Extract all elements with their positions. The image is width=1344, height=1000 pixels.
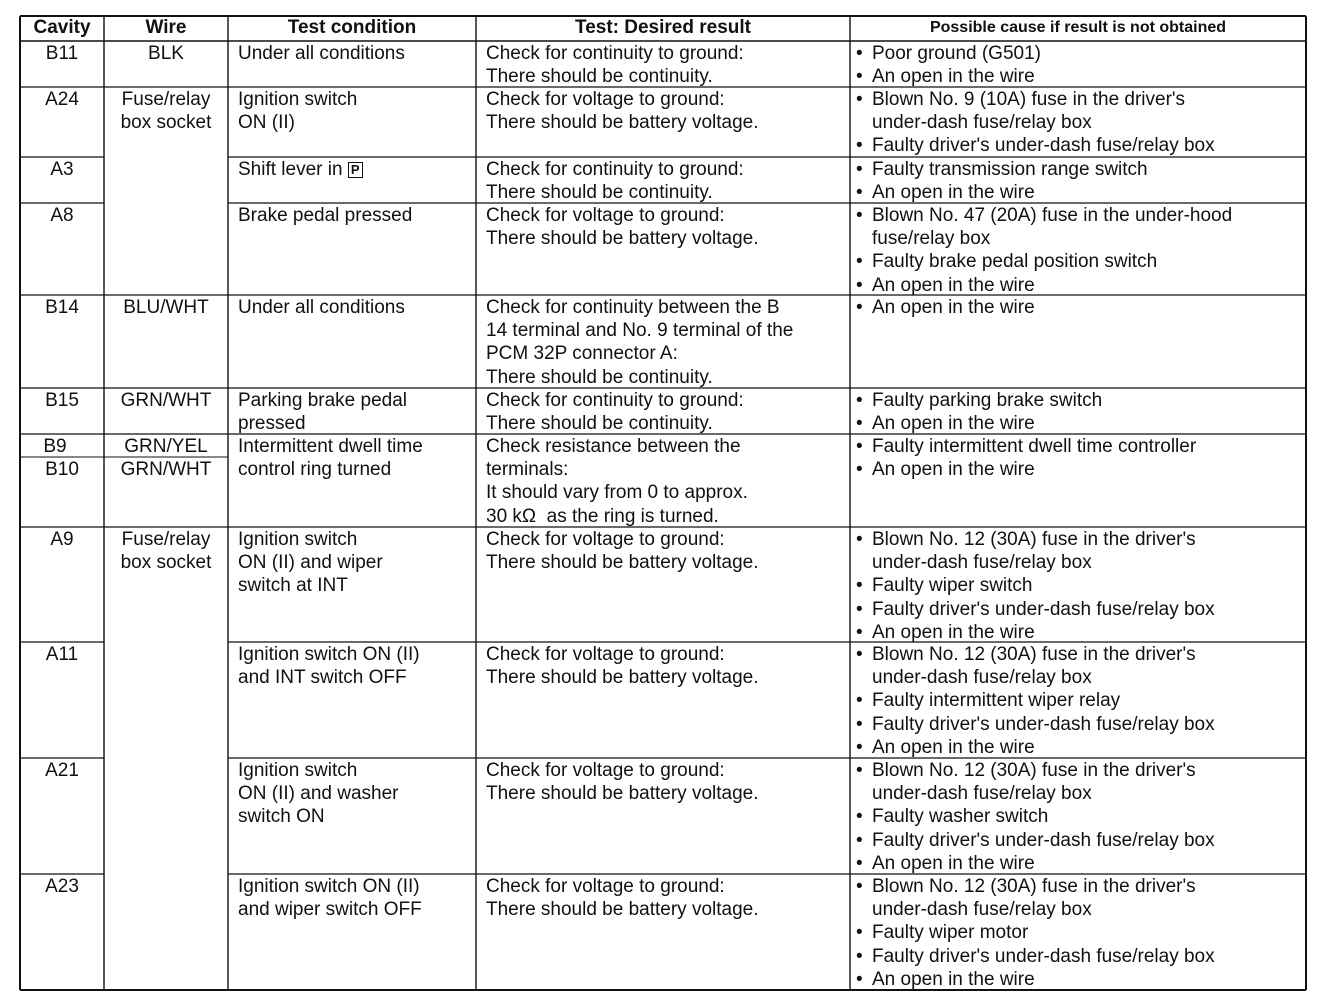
wire-cell: BLU/WHT — [123, 297, 209, 318]
desired-result-text: 14 terminal and No. 9 terminal of the — [486, 320, 794, 342]
wire-cell: Fuse/relay box socket — [120, 529, 212, 574]
test-condition-text: Parking brake pedal — [238, 390, 407, 411]
test-condition-text: Brake pedal pressed — [238, 205, 413, 226]
possible-cause-item: • An open in the wire — [850, 621, 1306, 644]
header-cavity: Cavity — [33, 17, 91, 38]
possible-cause-item: • Poor ground (G501) — [850, 42, 1306, 65]
desired-result-text: There should be battery voltage. — [486, 783, 759, 805]
possible-cause-item: • Faulty driver's under-dash fuse/relay box — [850, 829, 1306, 852]
desired-result-text: There should be battery voltage. — [486, 112, 759, 134]
test-condition-text: Under all conditions — [238, 297, 405, 318]
cavity-cell: A8 — [50, 205, 74, 226]
test-condition-text: switch at INT — [238, 575, 348, 597]
possible-cause-list — [850, 759, 1306, 875]
possible-cause-item: • Faulty driver's under-dash fuse/relay box — [850, 713, 1306, 736]
test-condition-text: Under all conditions — [238, 43, 405, 64]
possible-cause-item: • Blown No. 12 (30A) fuse in the driver's under-dash fuse/relay box — [850, 875, 1306, 921]
cavity-cell: A21 — [45, 760, 79, 781]
header-wire: Wire — [145, 17, 187, 38]
possible-cause-item: • An open in the wire — [850, 65, 1306, 88]
test-condition-text: Shift lever in P — [238, 158, 472, 181]
wire-cell: Fuse/relay box socket — [120, 89, 212, 134]
possible-cause-item: • Blown No. 9 (10A) fuse in the driver's under-dash fuse/relay box — [850, 88, 1306, 134]
header-desired-result: Test: Desired result — [575, 17, 751, 38]
possible-cause-list — [850, 42, 1306, 88]
test-condition-text: ON (II) and washer — [238, 783, 399, 805]
possible-cause-item: • Faulty driver's under-dash fuse/relay box — [850, 598, 1306, 621]
desired-result-text: There should be continuity. — [486, 182, 713, 204]
possible-cause-item: • Faulty brake pedal position switch — [850, 250, 1306, 273]
test-condition-text: Ignition switch — [238, 529, 358, 550]
desired-result-text: Check for continuity between the B — [486, 297, 780, 318]
possible-cause-list — [850, 204, 1306, 297]
test-condition-text: Ignition switch — [238, 89, 358, 110]
possible-cause-item: • Faulty transmission range switch — [850, 158, 1306, 181]
header-possible-cause: Possible cause if result is not obtained — [929, 19, 1227, 36]
desired-result-text: There should be continuity. — [486, 413, 713, 435]
desired-result-text: Check resistance between the — [486, 436, 741, 457]
possible-cause-list — [850, 435, 1306, 481]
possible-cause-list — [850, 88, 1306, 158]
desired-result-text: Check for continuity to ground: — [486, 390, 744, 411]
desired-result-text: Check for voltage to ground: — [486, 644, 725, 665]
possible-cause-list — [850, 643, 1306, 759]
cavity-cell: A23 — [45, 876, 79, 897]
possible-cause-item: • Faulty intermittent dwell time controller — [850, 435, 1306, 458]
possible-cause-item: • An open in the wire — [850, 458, 1306, 481]
test-condition-text: Ignition switch ON (II) — [238, 876, 420, 897]
wire-cell: BLK — [148, 43, 184, 64]
test-condition-text: Ignition switch — [238, 760, 358, 781]
desired-result-text: 30 kΩ as the ring is turned. — [486, 505, 719, 527]
test-condition-text: control ring turned — [238, 459, 392, 481]
possible-cause-item: • An open in the wire — [850, 274, 1306, 297]
cavity-cell: B14 — [45, 297, 79, 318]
wire-cell: GRN/WHT — [120, 459, 212, 480]
possible-cause-list — [850, 528, 1306, 644]
desired-result-text: terminals: — [486, 459, 569, 481]
possible-cause-item: • An open in the wire — [850, 968, 1306, 991]
desired-result-text: Check for voltage to ground: — [486, 529, 725, 550]
desired-result-text: Check for continuity to ground: — [486, 159, 744, 180]
possible-cause-list — [850, 875, 1306, 991]
desired-result-text: Check for voltage to ground: — [486, 876, 725, 897]
possible-cause-item: • An open in the wire — [850, 736, 1306, 759]
desired-result-text: There should be continuity. — [486, 366, 713, 388]
test-condition-text: ON (II) — [238, 112, 295, 134]
desired-result-text: It should vary from 0 to approx. — [486, 482, 748, 504]
desired-result-text: Check for continuity to ground: — [486, 43, 744, 64]
test-condition-text: pressed — [238, 413, 306, 435]
possible-cause-item: • Faulty parking brake switch — [850, 389, 1306, 412]
cavity-cell: A3 — [50, 159, 74, 180]
possible-cause-item: • Faulty driver's under-dash fuse/relay box — [850, 945, 1306, 968]
possible-cause-item: • Faulty wiper switch — [850, 574, 1306, 597]
cavity-cell: A9 — [50, 529, 74, 550]
possible-cause-list — [850, 158, 1306, 204]
wire-cell: GRN/WHT — [120, 390, 212, 411]
cavity-cell: B11 — [45, 43, 79, 64]
test-condition-text: Intermittent dwell time — [238, 436, 423, 457]
cavity-cell: B15 — [45, 390, 79, 411]
desired-result-text: Check for voltage to ground: — [486, 760, 725, 781]
possible-cause-item: • Blown No. 12 (30A) fuse in the driver's under-dash fuse/relay box — [850, 528, 1306, 574]
test-condition-text: and INT switch OFF — [238, 667, 407, 689]
desired-result-text: PCM 32P connector A: — [486, 343, 678, 365]
possible-cause-list — [850, 389, 1306, 435]
wire-cell: GRN/YEL — [124, 436, 208, 457]
desired-result-text: There should be battery voltage. — [486, 228, 759, 250]
possible-cause-item: • Faulty intermittent wiper relay — [850, 689, 1306, 712]
possible-cause-item: • Blown No. 12 (30A) fuse in the driver's under-dash fuse/relay box — [850, 759, 1306, 805]
test-condition-text: and wiper switch OFF — [238, 899, 422, 921]
desired-result-text: Check for voltage to ground: — [486, 205, 725, 226]
park-position-icon: P — [348, 162, 363, 178]
cavity-cell: A11 — [45, 644, 79, 665]
cavity-cell: B10 — [45, 459, 79, 480]
desired-result-text: There should be battery voltage. — [486, 552, 759, 574]
possible-cause-item: • Faulty driver's under-dash fuse/relay box — [850, 134, 1306, 157]
cavity-cell: A24 — [45, 89, 79, 110]
header-test-condition: Test condition — [287, 17, 417, 38]
desired-result-text: There should be battery voltage. — [486, 667, 759, 689]
possible-cause-item: • Faulty washer switch — [850, 805, 1306, 828]
possible-cause-item: • An open in the wire — [850, 296, 1306, 319]
desired-result-text: Check for voltage to ground: — [486, 89, 725, 110]
possible-cause-item: • An open in the wire — [850, 852, 1306, 875]
possible-cause-item: • An open in the wire — [850, 412, 1306, 435]
desired-result-text: There should be battery voltage. — [486, 899, 759, 921]
possible-cause-list — [850, 296, 1306, 319]
possible-cause-item: • An open in the wire — [850, 181, 1306, 204]
possible-cause-item: • Blown No. 47 (20A) fuse in the under-hood fuse/relay box — [850, 204, 1306, 250]
test-condition-text: Ignition switch ON (II) — [238, 644, 420, 665]
possible-cause-item: • Faulty wiper motor — [850, 921, 1306, 944]
possible-cause-item: • Blown No. 12 (30A) fuse in the driver's under-dash fuse/relay box — [850, 643, 1306, 689]
desired-result-text: There should be continuity. — [486, 66, 713, 88]
test-condition-text: switch ON — [238, 806, 325, 828]
test-condition-text: ON (II) and wiper — [238, 552, 383, 574]
cavity-cell: B9 — [43, 436, 67, 457]
